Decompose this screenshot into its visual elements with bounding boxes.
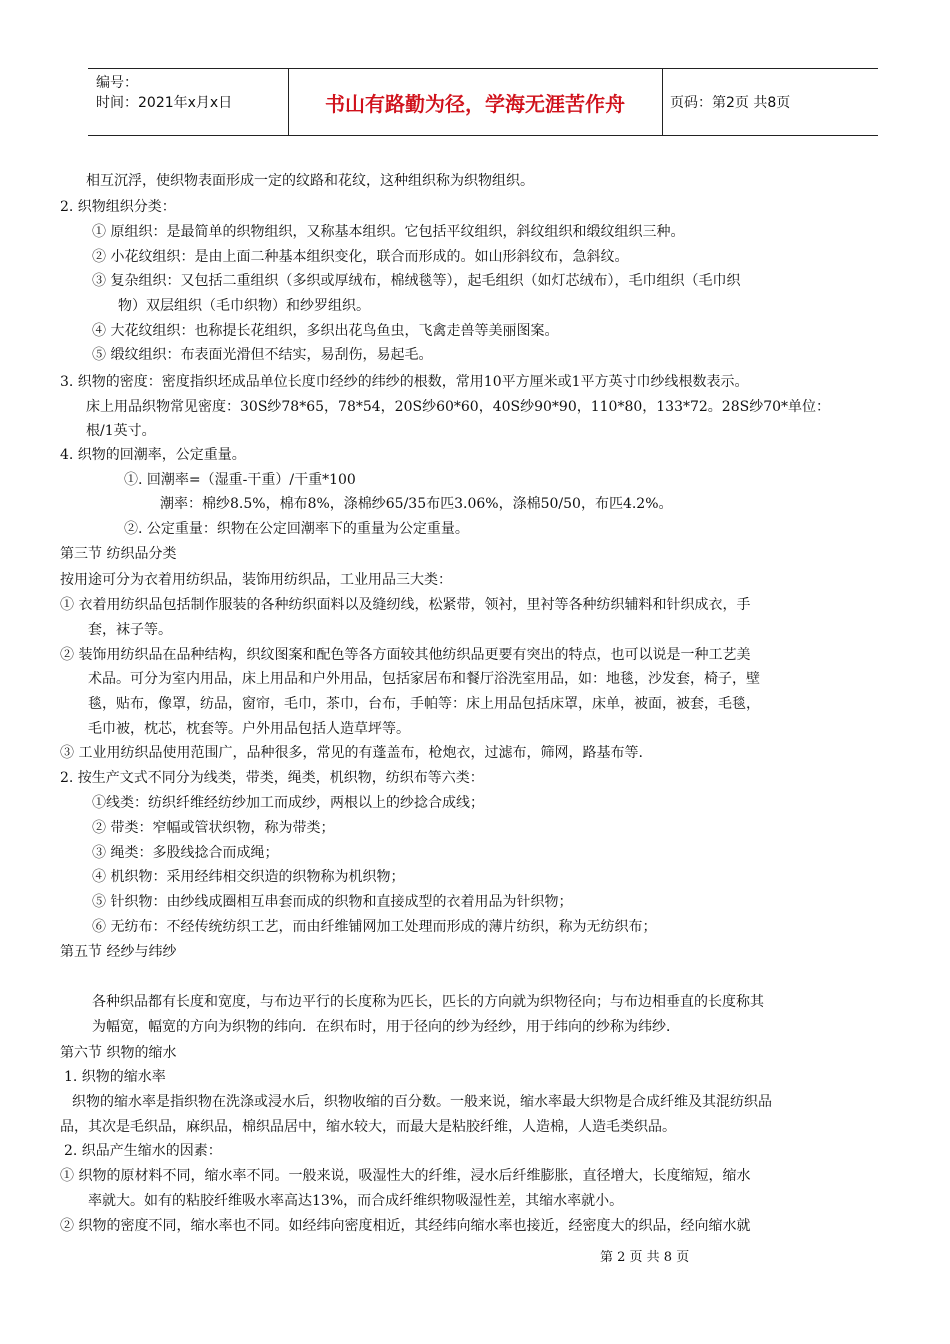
body-line: 床上用品织物常见密度：30S纱78*65，78*54，20S纱60*60，40S纱90*90，110*80，133*72。28S纱70*单位： [86,399,831,415]
list-item: ② 装饰用纺织品在品种结构，织纹图案和配色等各方面较其他纺织品更要有突出的特点，也可以说是一种工艺美 [60,647,751,663]
body-line: 按用途可分为衣着用纺织品，装饰用纺织品，工业用品三大类： [60,572,452,588]
list-item: ⑤ 缎纹组织：布表面光滑但不结实，易刮伤，易起毛。 [92,347,433,363]
list-item: ①. 回潮率=（湿重-干重）/干重*100 [124,472,356,488]
list-item: ② 带类：窄幅或管状织物，称为带类； [92,820,335,836]
list-item: ① 织物的原材料不同，缩水率不同。一般来说，吸湿性大的纤维，浸水后纤维膨胀，直径增大，长度缩短，缩水 [60,1168,751,1184]
body-line: 各种织品都有长度和宽度，与布边平行的长度称为匹长，匹长的方向就为织物径向；与布边相垂直的长度称其 [92,994,764,1010]
list-heading: 1. 织物的缩水率 [64,1069,166,1085]
list-item: ④ 机织物：采用经纬相交织造的织物称为机织物； [92,869,405,885]
body-line: 术品。可分为室内用品，床上用品和户外用品，包括家居布和餐厅浴洗室用品，如：地毯，沙发套，椅子，壁 [88,671,760,687]
header-meta [96,73,232,113]
list-item: ② 织物的密度不同，缩水率也不同。如经纬向密度相近，其经纬向缩水率也接近，经密度大的织品，经向缩水就 [60,1218,751,1234]
list-item: ① 原组织：是最简单的织物组织，又称基本组织。它包括平纹组织，斜纹组织和缎纹组织三种。 [92,224,685,240]
list-item: ③ 复杂组织：又包括二重组织（多织或厚绒布，棉绒毯等），起毛组织（如灯芯绒布），毛巾组织（毛巾织 [92,273,741,289]
number-label: 编号： [96,75,138,91]
list-item: ⑥ 无纺布：不经传统纺织工艺，而由纤维铺网加工处理而形成的薄片纺织，称为无纺织布； [92,919,657,935]
list-heading: 3. 织物的密度：密度指织坯成品单位长度巾经纱的纬纱的根数，常用10平方厘米或1平方英寸巾纱线根数表示。 [60,374,749,390]
body-line: 根/1英寸。 [86,423,156,439]
list-item: ③ 绳类：多股线捻合而成绳； [92,845,279,861]
body-line: 为幅宽，幅宽的方向为织物的纬向．在织布时，用于径向的纱为经纱，用于纬向的纱称为纬纱． [92,1019,680,1035]
list-item: ② 小花纹组织：是由上面二种基本组织变化，联合而形成的。如山形斜纹布，急斜纹。 [92,249,629,265]
body-line: 率就大。如有的粘胶纤维吸水率高达13%，而合成纤维织物吸湿性差，其缩水率就小。 [88,1193,624,1209]
header-motto: 书山有路勤为径，学海无涯苦作舟 [325,91,625,116]
list-item: ②. 公定重量：织物在公定回潮率下的重量为公定重量。 [124,521,469,537]
body-line: 相互沉浮，使织物表面形成一定的纹路和花纹，这种组织称为织物组织。 [86,173,534,189]
list-item: ①线类：纺织纤维经纺纱加工而成纱，两根以上的纱捻合成线； [92,795,484,811]
body-line: 品，其次是毛织品，麻织品，棉织品居中，缩水较大，而最大是粘胶纤维，人造棉，人造毛类织品。 [60,1119,676,1135]
list-heading: 2. 织品产生缩水的因素： [64,1143,222,1159]
page-header [88,68,878,136]
section-heading: 第三节 纺织品分类 [60,546,177,562]
body-line: 物）双层组织（毛巾织物）和纱罗组织。 [118,298,370,314]
section-heading: 第六节 织物的缩水 [60,1045,177,1061]
body-line: 毯，贴布，像罩，纺品，窗帘，毛巾，茶巾，台布，手帕等：床上用品包括床罩，床单，被面，被套，毛毯， [88,696,760,712]
header-divider [662,69,663,135]
body-line: 织物的缩水率是指织物在洗涤或浸水后，织物收缩的百分数。一般来说，缩水率最大织物是合成纤维及其混纺织品 [72,1094,772,1110]
list-heading: 2. 按生产文式不同分为线类，带类，绳类，机织物，纺织布等六类： [60,770,484,786]
page-footer: 第 2 页 共 8 页 [600,1250,690,1265]
list-item: ③ 工业用纺织品使用范围广，品种很多，常见的有蓬盖布，枪炮衣，过滤布，筛网，路基布等. [60,745,643,761]
list-heading: 2. 织物组织分类： [60,199,176,215]
list-item: ⑤ 针织物：由纱线成圈相互串套而成的织物和直接成型的衣着用品为针织物； [92,894,573,910]
header-page-label: 页码：第2页 共8页 [670,95,791,111]
list-heading: 4. 织物的回潮率，公定重量。 [60,447,246,463]
list-item: ① 衣着用纺织品包括制作服装的各种纺织面料以及缝纫线，松紧带，领衬，里衬等各种纺织辅料和针织成衣，手 [60,597,751,613]
date-label: 时间：2021年x月x日 [96,95,233,111]
section-heading: 第五节 经纱与纬纱 [60,944,177,960]
body-line: 套，袜子等。 [88,622,172,638]
list-item: ④ 大花纹组织：也称提长花组织，多织出花鸟鱼虫，飞禽走兽等美丽图案。 [92,323,559,339]
body-line: 潮率：棉纱8.5%，棉布8%，涤棉纱65/35布匹3.06%，涤棉50/50，布匹4.2%。 [160,496,673,512]
header-divider [288,69,289,135]
body-line: 毛巾被，枕芯，枕套等。户外用品包括人造草坪等。 [88,721,410,737]
